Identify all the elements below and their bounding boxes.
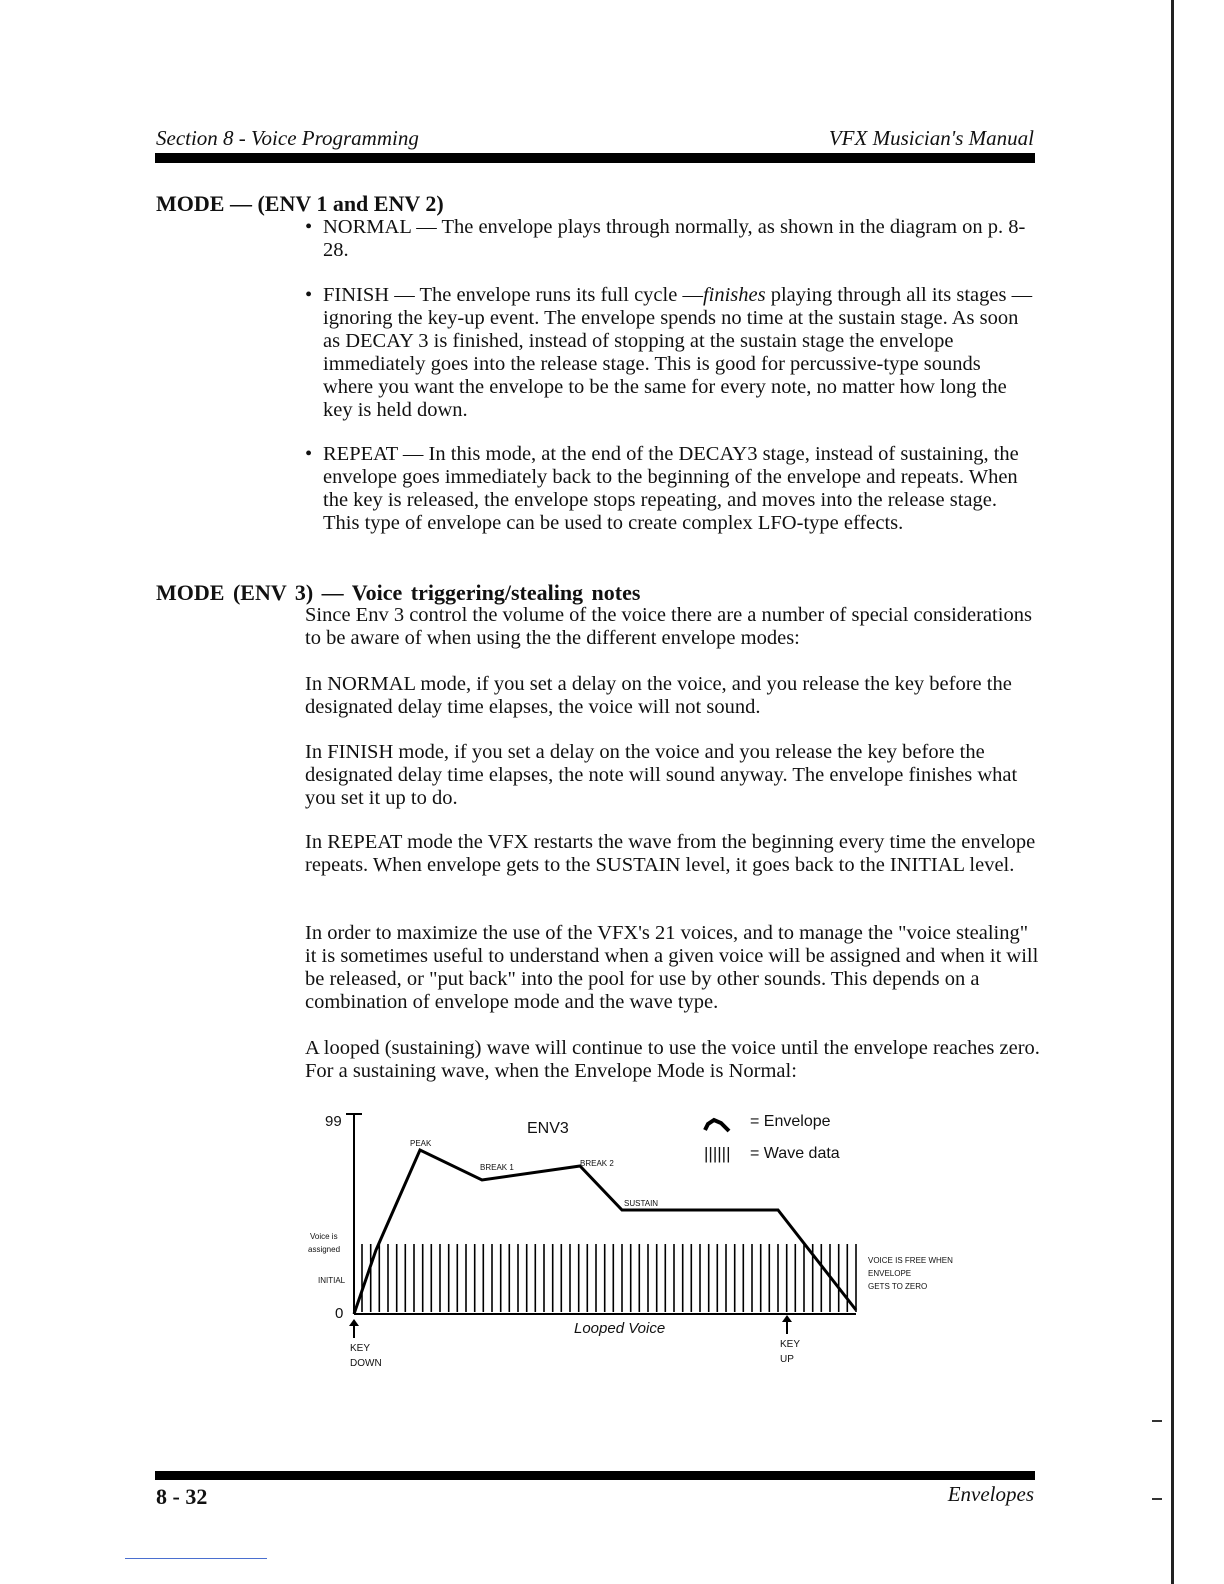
paragraph-looped-wave: A looped (sustaining) wave will continue to use the voice until the envelope reaches zero. For a sustaining wave, when the Envelope Mode is Normal: — [305, 1037, 1040, 1082]
bullet-dot: • — [305, 284, 313, 306]
footer-rule — [155, 1471, 1035, 1480]
finish-text-pre: FINISH — The envelope runs its full cycle — — [323, 284, 703, 306]
paragraph-normal-mode: In NORMAL mode, if you set a delay on the voice, and you release the key before the designated delay time elapses, the voice will not sound. — [305, 673, 1012, 718]
paragraph-finish-mode: In FINISH mode, if you set a delay on the voice and you release the key before the designated delay time elapses, the note will sound anyway. The envelope finishes what you set it up to do. — [305, 741, 1018, 809]
legend-wave-icon: |||||| — [704, 1144, 731, 1163]
bullet-finish-text — [323, 284, 1035, 422]
voice-free-label-2: ENVELOPE — [868, 1269, 912, 1278]
voice-free-label-3: GETS TO ZERO — [868, 1282, 928, 1291]
sustain-label: SUSTAIN — [624, 1199, 659, 1208]
peak-label: PEAK — [410, 1139, 432, 1148]
scan-underline — [125, 1558, 267, 1559]
env3-diagram — [290, 1100, 990, 1380]
finish-text-emphasis: finishes — [702, 284, 766, 306]
y-axis-max-label: 99 — [325, 1113, 342, 1130]
key-up-label-1: KEY — [780, 1339, 801, 1350]
bullet-normal-text: NORMAL — The envelope plays through normally, as shown in the diagram on p. 8-28. — [323, 216, 1026, 261]
section-heading-env3: MODE (ENV 3) — Voice triggering/stealing notes — [156, 580, 641, 605]
running-header-manual: VFX Musician's Manual — [828, 126, 1034, 150]
legend-envelope-label: = Envelope — [750, 1113, 831, 1130]
scan-mark — [1152, 1498, 1162, 1500]
scan-mark — [1152, 1420, 1162, 1422]
legend-envelope-icon — [705, 1120, 729, 1131]
key-up-label-2: UP — [780, 1354, 794, 1365]
scan-edge-bar — [1171, 0, 1174, 1584]
page-number: 8 - 32 — [156, 1484, 208, 1509]
break1-label: BREAK 1 — [480, 1163, 514, 1172]
key-up-arrowhead — [782, 1315, 792, 1322]
break2-label: BREAK 2 — [580, 1159, 614, 1168]
wave-data-bars — [362, 1244, 856, 1312]
voice-free-label-1: VOICE IS FREE WHEN — [868, 1256, 953, 1265]
key-down-arrowhead — [349, 1319, 359, 1326]
voice-assigned-label-2: assigned — [308, 1245, 341, 1254]
looped-voice-label: Looped Voice — [574, 1320, 666, 1337]
bullet-dot: • — [305, 216, 313, 238]
voice-assigned-label-1: Voice is — [310, 1232, 338, 1241]
paragraph-env3-intro: Since Env 3 control the volume of the voice there are a number of special considerations to be aware of when using the the different envelope modes: — [305, 604, 1032, 649]
diagram-title: ENV3 — [527, 1120, 569, 1137]
legend-wave-label: = Wave data — [750, 1145, 840, 1162]
y-axis-min-label: 0 — [335, 1305, 344, 1322]
paragraph-repeat-mode: In REPEAT mode the VFX restarts the wave from the beginning every time the envelope repeats. When envelope gets to the SUSTAIN level, it goes back to the INITIAL level. — [305, 831, 1036, 876]
header-rule — [155, 153, 1035, 163]
bullet-dot: • — [305, 443, 313, 465]
finish-text-post: playing through all its stages — ignoring the key-up event. The envelope spends no time at the sustain stage. As soon as DECAY 3 is finished, instead of stopping at the sustain stage the envelope immediately goes into the release stage. This is good for percussive-type sounds where you want the envelope to be the same for every note, no matter how long the key is held down. — [323, 284, 1033, 421]
paragraph-voice-stealing: In order to maximize the use of the VFX's 21 voices, and to manage the "voice stealing" it is sometimes useful to understand when a given voice will be assigned and when it will be released, or "put back" into the pool for use by other sounds. This depends on a combination of envelope mode and the wave type. — [305, 922, 1039, 1013]
key-down-label-2: DOWN — [350, 1358, 382, 1369]
initial-label: INITIAL — [318, 1276, 346, 1285]
footer-chapter: Envelopes — [947, 1482, 1034, 1506]
running-header-section: Section 8 - Voice Programming — [156, 126, 419, 150]
section-heading-env1-env2: MODE — (ENV 1 and ENV 2) — [156, 191, 444, 216]
bullet-repeat-text: REPEAT — In this mode, at the end of the DECAY3 stage, instead of sustaining, the envelope goes immediately back to the beginning of the envelope and repeats. When the key is released, the envelope stops repeating, and moves into the release stage. This type of envelope can be used to create complex LFO-type effects. — [323, 443, 1019, 534]
key-down-label-1: KEY — [350, 1343, 371, 1354]
